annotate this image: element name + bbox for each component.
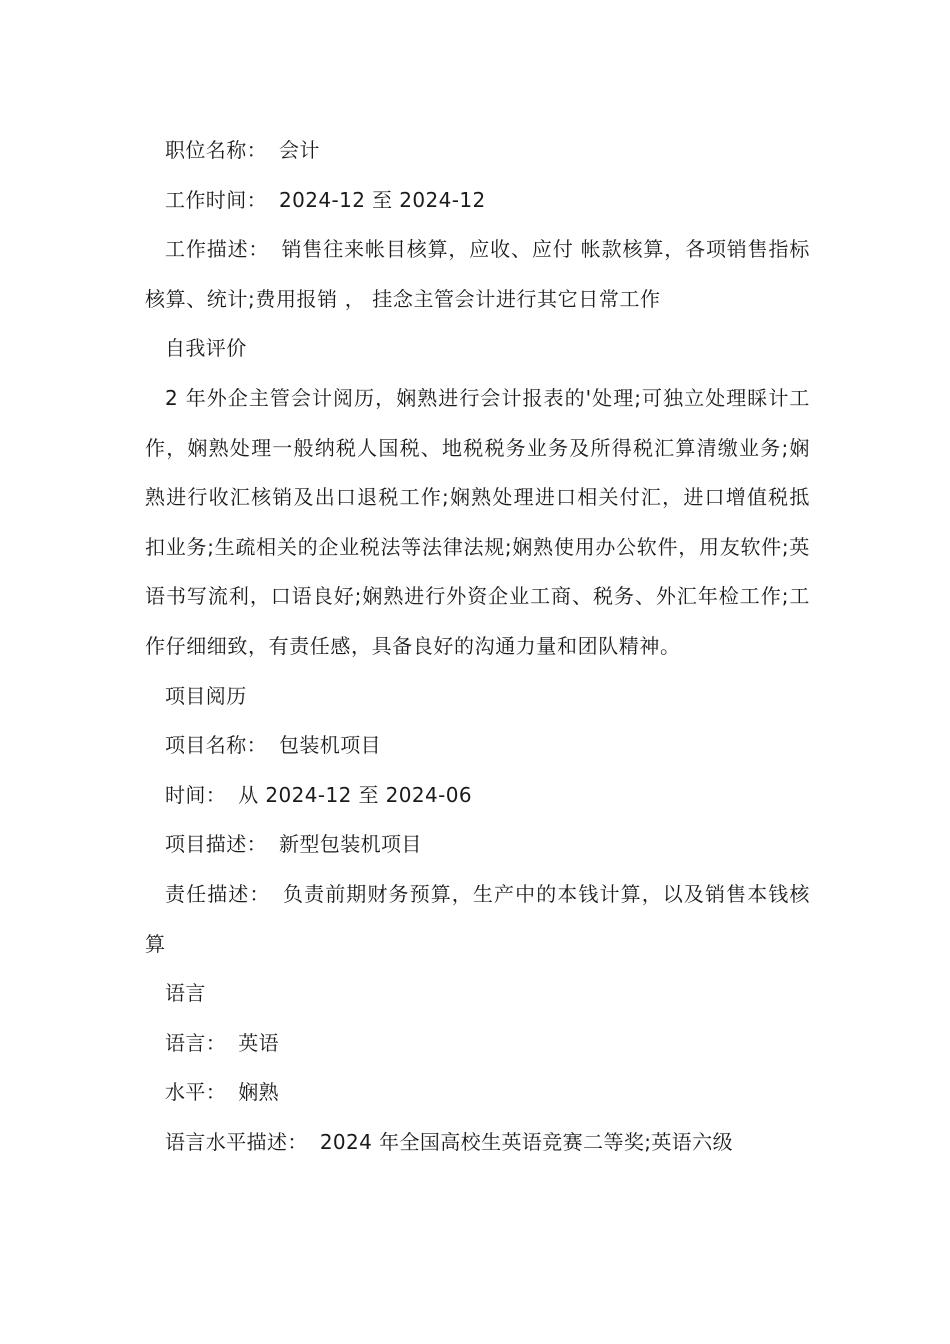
language-description-value: 2024 年全国高校生英语竞赛二等奖;英语六级	[319, 1129, 734, 1154]
language-label: 语言：	[165, 1030, 227, 1055]
project-name-label: 项目名称：	[165, 733, 267, 758]
project-time-label: 时间：	[165, 782, 227, 807]
work-description-label: 工作描述：	[165, 237, 270, 262]
project-time-row	[145, 771, 810, 821]
resume-content	[145, 126, 810, 1167]
work-description-paragraph	[145, 225, 810, 324]
work-time-label: 工作时间：	[165, 187, 267, 212]
project-time-value: 从 2024-12 至 2024-06	[238, 782, 473, 807]
language-value: 英语	[238, 1030, 280, 1055]
language-level-label: 水平：	[165, 1080, 227, 1105]
self-evaluation-heading: 自我评价	[165, 336, 247, 361]
language-level-value: 娴熟	[238, 1080, 280, 1105]
language-row	[145, 1019, 810, 1069]
language-level-row	[145, 1068, 810, 1118]
project-name-value: 包装机项目	[279, 733, 381, 758]
work-time-row	[145, 176, 810, 226]
language-description-row	[145, 1118, 810, 1168]
project-description-value: 新型包装机项目	[279, 832, 422, 857]
project-heading: 项目阅历	[165, 683, 247, 708]
project-description-label: 项目描述：	[165, 832, 267, 857]
work-description-value: 销售往来帐目核算，应收、应付 帐款核算，各项销售指标核算、统计;费用报销 ， 挂念主管会计进行其它日常工作	[145, 237, 810, 311]
project-duty-paragraph	[145, 870, 810, 969]
language-description-label: 语言水平描述：	[165, 1129, 308, 1154]
project-duty-value: 负责前期财务预算，生产中的本钱计算，以及销售本钱核算	[145, 881, 810, 956]
project-duty-label: 责任描述：	[165, 881, 271, 906]
project-description-row	[145, 820, 810, 870]
work-time-value: 2024-12 至 2024-12	[279, 187, 486, 212]
position-label: 职位名称：	[165, 138, 267, 162]
position-row	[145, 126, 810, 176]
language-heading: 语言	[165, 981, 206, 1006]
self-evaluation-paragraph: 2 年外企主管会计阅历，娴熟进行会计报表的'处理;可独立处理睬计工作，娴熟处理一般纳税人国税、地税税务业务及所得税汇算清缴业务;娴熟进行收汇核销及出口退税工作;娴熟处理进口相关付汇，进口增值税抵扣业务;生疏相关的企业税法等法律法规;娴熟使用办公软件，用友软件;英语书写流利，口语良好;娴熟进行外资企业工商、税务、外汇年检工作;工作仔细细致，有责任感，具备良好的沟通力量和团队精神。	[145, 385, 810, 658]
project-name-row	[145, 721, 810, 771]
position-value: 会计	[279, 138, 320, 162]
